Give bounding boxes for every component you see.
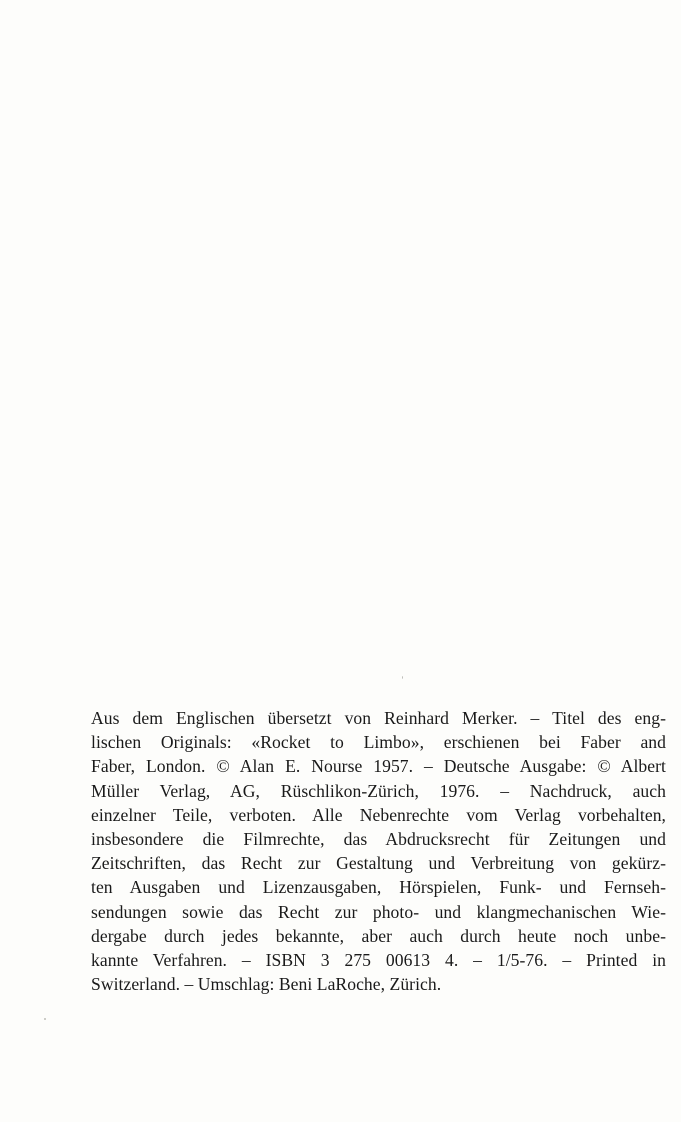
imprint-line: einzelner Teile, verboten. Alle Nebenrechte vom Verlag vorbehalten, <box>91 804 666 825</box>
imprint-paragraph <box>91 706 666 996</box>
imprint-line: Müller Verlag, AG, Rüschlikon-Zürich, 1976. – Nachdruck, auch <box>91 780 666 801</box>
imprint-line: Switzerland. – Umschlag: Beni LaRoche, Zürich. <box>91 974 442 995</box>
imprint-line: sendungen sowie das Recht zur photo- und klangmechanischen Wie- <box>91 901 666 922</box>
imprint-line: ten Ausgaben und Lizenzausgaben, Hörspielen, Funk- und Fernseh- <box>91 877 666 898</box>
imprint-line: Aus dem Englischen übersetzt von Reinhard Merker. – Titel des eng- <box>91 708 666 728</box>
imprint-line: insbesondere die Filmrechte, das Abdrucksrecht für Zeitungen und <box>91 829 666 850</box>
imprint-line: kannte Verfahren. – ISBN 3 275 00613 4. – 1/5-76. – Printed in <box>91 950 666 971</box>
imprint-line: Faber, London. © Alan E. Nourse 1957. – Deutsche Ausgabe: © Albert <box>91 756 666 777</box>
paper-speck <box>402 676 403 679</box>
imprint-line: Zeitschriften, das Recht zur Gestaltung und Verbreitung von gekürz- <box>91 853 666 874</box>
paper-speck <box>44 1018 46 1020</box>
imprint-line: lischen Originals: «Rocket to Limbo», erschienen bei Faber and <box>91 732 666 753</box>
imprint-line: dergabe durch jedes bekannte, aber auch durch heute noch unbe- <box>91 925 666 946</box>
